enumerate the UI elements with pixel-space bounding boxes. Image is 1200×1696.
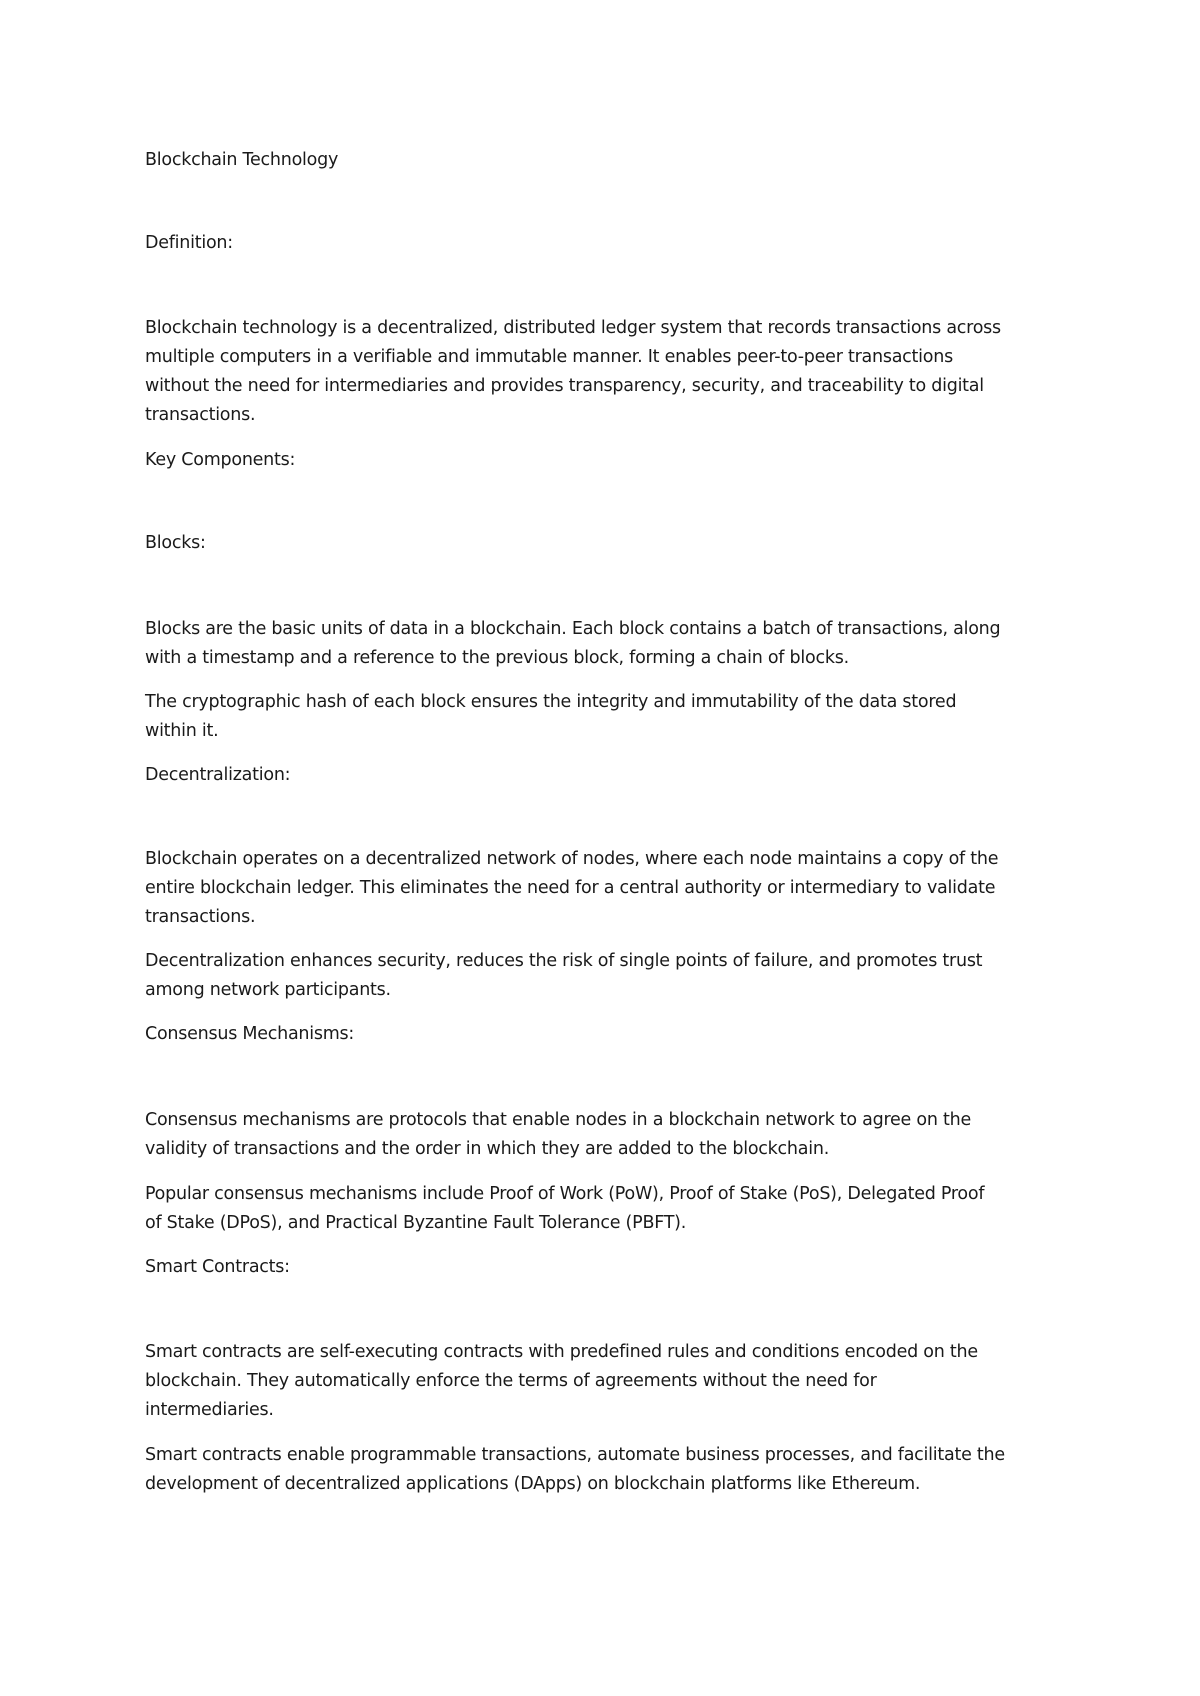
- paragraph-line: Blocks are the basic units of data in a blockchain. Each block contains a batch of transactions, along: [145, 619, 1001, 639]
- section-heading-smart-contracts: Smart Contracts:: [145, 1257, 290, 1277]
- paragraph-line: among network participants.: [145, 980, 391, 1000]
- paragraph-line: Decentralization enhances security, reduces the risk of single points of failure, and promotes trust: [145, 951, 983, 971]
- paragraph-line: development of decentralized applications (DApps) on blockchain platforms like Ethereum.: [145, 1474, 921, 1494]
- paragraph-line: Smart contracts are self-executing contracts with predefined rules and conditions encoded on the: [145, 1342, 978, 1362]
- paragraph-line: validity of transactions and the order in which they are added to the blockchain.: [145, 1139, 830, 1159]
- section-heading-definition: Definition:: [145, 233, 233, 253]
- paragraph-line: Popular consensus mechanisms include Proof of Work (PoW), Proof of Stake (PoS), Delegated Proof: [145, 1184, 985, 1204]
- paragraph-line: with a timestamp and a reference to the previous block, forming a chain of blocks.: [145, 648, 849, 668]
- paragraph-line: Blockchain operates on a decentralized network of nodes, where each node maintains a copy of the: [145, 849, 999, 869]
- paragraph-line: without the need for intermediaries and provides transparency, security, and traceability to digital: [145, 376, 984, 396]
- section-heading-key-components: Key Components:: [145, 450, 296, 470]
- paragraph-line: Blockchain technology is a decentralized, distributed ledger system that records transactions across: [145, 318, 1001, 338]
- paragraph-line: intermediaries.: [145, 1400, 274, 1420]
- paragraph-line: multiple computers in a verifiable and immutable manner. It enables peer-to-peer transactions: [145, 347, 953, 367]
- paragraph-line: Consensus mechanisms are protocols that enable nodes in a blockchain network to agree on the: [145, 1110, 971, 1130]
- paragraph-line: transactions.: [145, 907, 256, 927]
- paragraph-line: Smart contracts enable programmable transactions, automate business processes, and facilitate the: [145, 1445, 1005, 1465]
- paragraph-line: The cryptographic hash of each block ensures the integrity and immutability of the data stored: [145, 692, 957, 712]
- paragraph-line: entire blockchain ledger. This eliminates the need for a central authority or intermediary to validate: [145, 878, 996, 898]
- paragraph-line: of Stake (DPoS), and Practical Byzantine Fault Tolerance (PBFT).: [145, 1213, 687, 1233]
- paragraph-line: blockchain. They automatically enforce the terms of agreements without the need for: [145, 1371, 877, 1391]
- section-heading-decentralization: Decentralization:: [145, 765, 291, 785]
- document-title: Blockchain Technology: [145, 150, 339, 170]
- section-heading-blocks: Blocks:: [145, 533, 206, 553]
- paragraph-line: within it.: [145, 721, 219, 741]
- section-heading-consensus: Consensus Mechanisms:: [145, 1024, 355, 1044]
- paragraph-line: transactions.: [145, 405, 256, 425]
